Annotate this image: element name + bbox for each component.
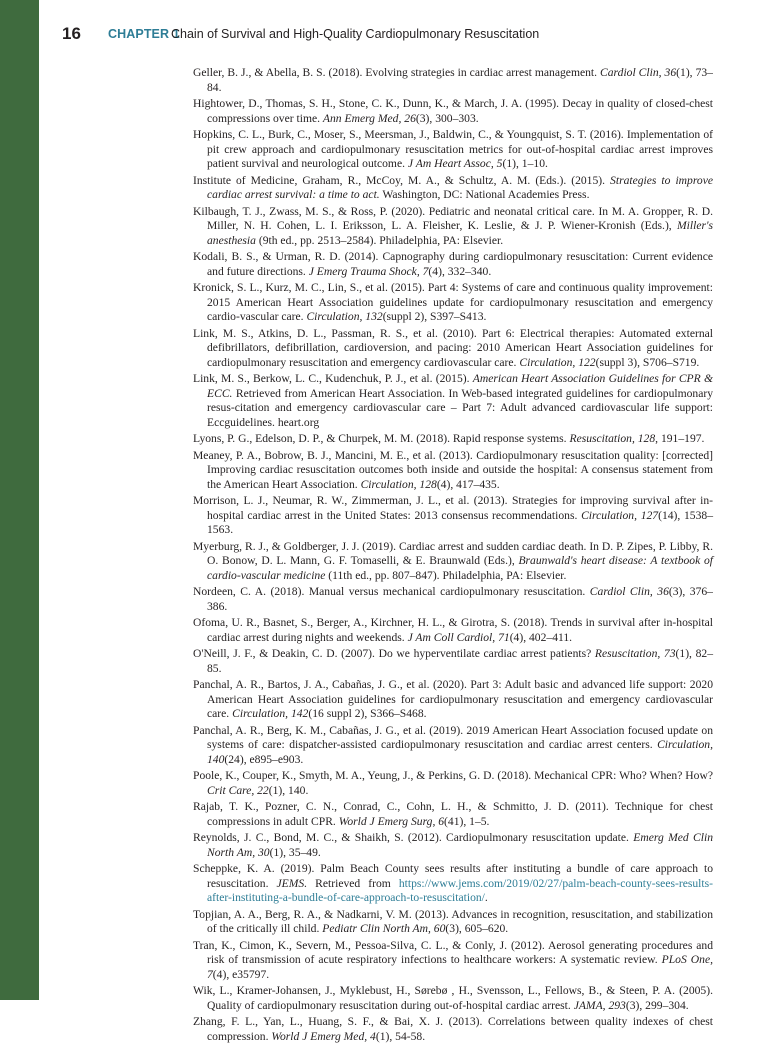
reference-text: Wik, L., Kramer-Johansen, J., Myklebust, H., Sørebø , H., Svensson, L., Fellows, B., & Steen, P. A. (2005). Quality of cardiopulmonary resuscitation during out-of-hospital cardiac arrest. <box>193 984 713 1012</box>
reference-source: Circulation, 140 <box>207 738 713 766</box>
reference-source: Resuscitation, 128 <box>569 432 656 445</box>
reference-text: Institute of Medicine, Graham, R., McCoy, M. A., & Schultz, A. M. (Eds.). (2015). <box>193 173 611 187</box>
reference-details: (1), 1–10. <box>502 157 548 170</box>
reference-source: Resuscitation, 73 <box>594 647 676 660</box>
reference-details: (4), e35797. <box>212 967 270 981</box>
reference-source: JEMS. <box>276 876 308 890</box>
reference-entry <box>193 1015 713 1044</box>
page-number: 16 <box>62 24 81 43</box>
reference-source: Strategies to improve cardiac arrest survival: a time to act. <box>207 173 713 201</box>
reference-text: Ofoma, U. R., Basnet, S., Berger, A., Kirchner, H. L., & Girotra, S. (2018). Trends in survival after in-hospital cardiac arrest during nights and weekends. <box>193 616 713 644</box>
reference-source: Ann Emerg Med, 26 <box>322 111 416 125</box>
reference-details: (4), 402–411. <box>509 630 573 644</box>
reference-details: (1), 82–85. <box>207 647 713 675</box>
reference-source: American Heart Association Guidelines for CPR & ECC. <box>207 372 713 400</box>
reference-entry <box>193 281 713 325</box>
reference-details: (4), 417–435. <box>436 477 500 491</box>
reference-entry <box>193 769 713 798</box>
reference-entry <box>193 128 713 172</box>
reference-details: (16 suppl 2), S366–S468. <box>308 707 427 720</box>
reference-entry <box>193 831 713 860</box>
reference-text: Panchal, A. R., Bartos, J. A., Cabañas, J. G., et al. (2020). Part 3: Adult basic and advanced life support: 2020 American Heart Association guidelines for cardiopulmonary resuscitation and emergency cardiovascular care. <box>193 678 713 720</box>
reference-entry <box>193 97 713 126</box>
reference-entry <box>193 449 713 493</box>
reference-text: Kronick, S. L., Kurz, M. C., Lin, S., et al. (2015). Part 4: Systems of care and continuous quality improvement: 2015 American Heart Association guidelines update for cardiopulmonary resuscitation and emergency cardio-vascular care. <box>193 281 713 323</box>
reference-text: Myerburg, R. J., & Goldberger, J. J. (2019). Cardiac arrest and sudden cardiac death. In D. P. Zipes, P. Libby, R. O. Bonow, D. L. Mann, G. F. Tomaselli, & E. Braunwald (Eds.), <box>193 539 713 567</box>
reference-entry <box>193 494 713 538</box>
reference-details: (4), 332–340. <box>428 264 492 278</box>
reference-details: (1), 73–84. <box>207 66 713 94</box>
reference-source: Miller's anesthesia <box>207 219 713 247</box>
page-header <box>62 24 752 46</box>
reference-details: Retrieved from American Heart Association. In Web-based integrated guidelines for cardiopulmonary resus-citation and emergency cardiovascular care – Part 7: Adult advanced cardiovascular life support: Eccguidelines. heart.org <box>207 386 713 429</box>
reference-text: Kilbaugh, T. J., Zwass, M. S., & Ross, P. (2020). Pediatric and neonatal critical care. In M. A. Gropper, R. D. Miller, N. H. Cohen, L. I. Eriksson, L. A. Fleisher, K. Leslie, & J. P. Wiener-Kronish (Eds.), <box>193 204 713 232</box>
reference-source: Cardiol Clin, 36 <box>600 66 677 79</box>
reference-source: World J Emerg Med, 4 <box>271 1029 376 1043</box>
reference-entry <box>193 432 713 447</box>
reference-source: Circulation, 142 <box>232 707 309 720</box>
reference-details: (suppl 3), S706–S719. <box>595 355 700 369</box>
reference-text: Nordeen, C. A. (2018). Manual versus mechanical cardiopulmonary resuscitation. <box>193 585 590 598</box>
reference-details: (24), e895–e903. <box>224 752 304 766</box>
reference-text: Hopkins, C. L., Burk, C., Moser, S., Meersman, J., Baldwin, C., & Youngquist, S. T. (2016). Implementation of pit crew approach and cardiopulmonary resuscitation metrics for out-of-hospital cardiac arrest improves patient survival and neurological outcome. <box>193 128 713 170</box>
chapter-side-bar <box>0 0 39 1000</box>
reference-entry <box>193 800 713 829</box>
reference-text: Meaney, P. A., Bobrow, B. J., Mancini, M. E., et al. (2013). Cardiopulmonary resuscitation quality: [corrected] Improving cardiac resuscitation outcomes both inside and outside the hospital: A consensus statement from the American Heart Association. <box>193 448 713 491</box>
reference-entry <box>193 862 713 906</box>
reference-source: Braunwald's heart disease: A textbook of cardio-vascular medicine <box>207 554 713 582</box>
reference-text: O'Neill, J. F., & Deakin, C. D. (2007). Do we hyperventilate cardiac arrest patients? <box>193 647 595 660</box>
reference-entry <box>193 372 713 430</box>
reference-source: Cardiol Clin, 36 <box>589 585 669 598</box>
reference-text: Topjian, A. A., Berg, R. A., & Nadkarni, V. M. (2013). Advances in recognition, resuscitation, and stabilization of the critically ill child. <box>193 907 713 935</box>
reference-source: J Am Heart Assoc, 5 <box>407 157 503 170</box>
reference-details: (3), 300–303. <box>415 111 479 125</box>
reference-entry <box>193 647 713 676</box>
reference-details: , 191–197. <box>655 432 705 445</box>
reference-details: (3), 376–386. <box>207 585 713 613</box>
reference-entry <box>193 250 713 279</box>
reference-entry <box>193 66 713 95</box>
reference-text: Geller, B. J., & Abella, B. S. (2018). Evolving strategies in cardiac arrest management. <box>193 66 601 79</box>
reference-text: Hightower, D., Thomas, S. H., Stone, C. K., Dunn, K., & March, J. A. (1995). Decay in quality of closed-chest compressions over time. <box>193 97 713 125</box>
reference-entry <box>193 616 713 645</box>
reference-source: Circulation, 127 <box>581 508 659 522</box>
reference-source: Circulation, 122 <box>519 355 596 369</box>
reference-link[interactable]: https://www.jems.com/2019/02/27/palm-beach-county-sees-results-after-instituting-a-bundle-of-care-approach-to-resuscitation/ <box>207 876 713 904</box>
reference-source: JAMA, 293 <box>573 998 626 1012</box>
reference-entry <box>193 327 713 371</box>
reference-details: (suppl 2), S397–S413. <box>382 310 487 323</box>
chapter-label: CHAPTER 1 <box>108 27 180 41</box>
reference-text: Lyons, P. G., Edelson, D. P., & Churpek, M. M. (2018). Rapid response systems. <box>193 432 570 445</box>
reference-entry <box>193 585 713 614</box>
reference-entry <box>193 908 713 937</box>
reference-entry <box>193 724 713 768</box>
reference-source: Circulation, 128 <box>360 477 437 491</box>
reference-text: Rajab, T. K., Pozner, C. N., Conrad, C., Cohn, L. H., & Schmitto, J. D. (2011). Technique for chest compressions in adult CPR. <box>193 800 713 828</box>
reference-trailing: . <box>484 891 488 904</box>
reference-details: Retrieved from <box>307 876 399 890</box>
reference-text: Link, M. S., Berkow, L. C., Kudenchuk, P. J., et al. (2015). <box>193 372 473 385</box>
reference-text: Panchal, A. R., Berg, K. M., Cabañas, J. G., et al. (2019). 2019 American Heart Association focused update on systems of care: dispatcher-assisted cardiopulmonary resuscitation and cardiac arrest centers. <box>193 723 713 751</box>
reference-details: (1), 35–49. <box>269 845 321 859</box>
reference-entry <box>193 678 713 722</box>
reference-entry <box>193 939 713 983</box>
reference-source: Circulation, 132 <box>306 310 383 323</box>
reference-details: (1), 54-58. <box>375 1029 426 1043</box>
chapter-title: Chain of Survival and High-Quality Cardiopulmonary Resuscitation <box>171 27 540 41</box>
reference-text: Reynolds, J. C., Bond, M. C., & Shaikh, S. (2012). Cardiopulmonary resuscitation update. <box>193 831 634 844</box>
reference-text: Tran, K., Cimon, K., Severn, M., Pessoa-Silva, C. L., & Conly, J. (2012). Aerosol generating procedures and risk of transmission of acute respiratory infections to healthcare workers: A systematic review. <box>193 938 713 966</box>
reference-details: (11th ed., pp. 807–847). Philadelphia, PA: Elsevier. <box>325 568 567 582</box>
reference-source: J Emerg Trauma Shock, 7 <box>308 264 429 278</box>
reference-list <box>193 66 713 1046</box>
reference-details: (41), 1–5. <box>444 814 490 828</box>
reference-source: J Am Coll Cardiol, 71 <box>407 630 510 644</box>
reference-details: (3), 299–304. <box>625 998 689 1012</box>
reference-source: PLoS One, 7 <box>207 953 713 981</box>
reference-source: Emerg Med Clin North Am, 30 <box>207 831 713 859</box>
reference-source: Crit Care, 22 <box>207 783 269 797</box>
reference-source: Pediatr Clin North Am, 60 <box>322 922 446 935</box>
reference-text: Poole, K., Couper, K., Smyth, M. A., Yeung, J., & Perkins, G. D. (2018). Mechanical CPR: Who? When? How? <box>193 769 713 782</box>
reference-text: Zhang, F. L., Yan, L., Huang, S. F., & Bai, X. J. (2013). Correlations between quality indexes of chest compression. <box>193 1015 713 1043</box>
reference-details: (1), 140. <box>268 783 309 797</box>
reference-details: Washington, DC: National Academies Press. <box>379 188 590 201</box>
reference-text: Kodali, B. S., & Urman, R. D. (2014). Capnography during cardiopulmonary resuscitation: Current evidence and future directions. <box>193 250 713 278</box>
reference-details: (3), 605–620. <box>445 922 509 935</box>
reference-text: Morrison, L. J., Neumar, R. W., Zimmerman, J. L., et al. (2013). Strategies for improving survival after in-hospital cardiac arrest in the United States: 2013 consensus recommendations. <box>193 494 713 522</box>
reference-text: Link, M. S., Atkins, D. L., Passman, R. S., et al. (2010). Part 6: Electrical therapies: Automated external defibrillators, defibrillation, cardioversion, and pacing: 2010 American Heart Association guidelines for cardiopulmonary resuscitation and emergency cardiovascular care. <box>193 326 713 369</box>
reference-details: (14), 1538–1563. <box>207 508 713 536</box>
reference-details: (9th ed., pp. 2513–2584). Philadelphia, PA: Elsevier. <box>255 233 504 247</box>
reference-entry <box>193 984 713 1013</box>
reference-entry <box>193 540 713 584</box>
reference-text: Scheppke, K. A. (2019). Palm Beach County sees results after instituting a bundle of care approach to resuscitation. <box>193 862 713 890</box>
reference-entry <box>193 174 713 203</box>
reference-source: World J Emerg Surg, 6 <box>338 814 445 828</box>
reference-entry <box>193 205 713 249</box>
